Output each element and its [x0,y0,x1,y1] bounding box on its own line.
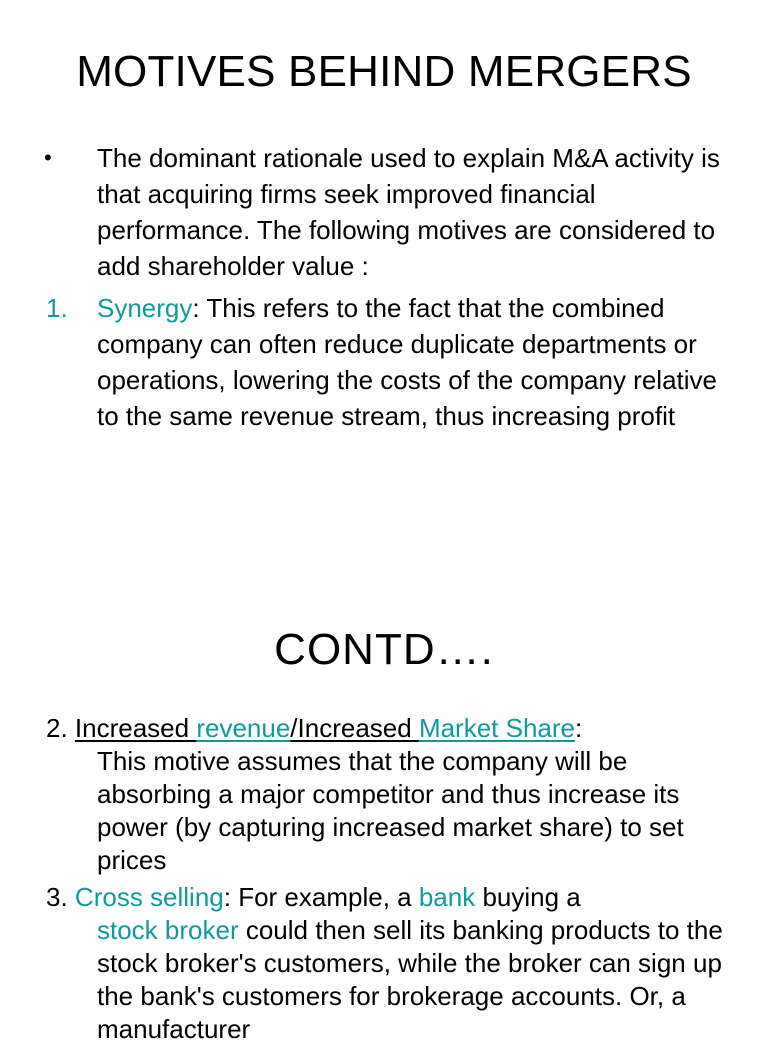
separator-slash: / [290,713,298,743]
list-item-synergy [97,290,737,434]
revenue-link[interactable]: revenue [196,713,291,743]
increased-label-a: Increased [74,713,197,743]
cross-selling-text-c: could then sell its banking products to the stock broker's customers, while the broker can sign up the bank's customers for brokerage accounts. Or, a manufacturer [97,915,723,1044]
list-item-cross-selling [46,881,746,1046]
intro-paragraph: The dominant rationale used to explain M&A activity is that acquiring firms seek improved financial performance. The following motives are considered to add shareholder value : [97,143,720,281]
bullet-marker: • [44,145,52,170]
slide-title-contd: CONTD…. [274,625,494,674]
increased-label-b: Increased [297,713,419,743]
list-number-2: 2. [46,713,68,743]
colon: : [575,713,583,743]
bank-link[interactable]: bank [418,882,476,912]
list-number-3: 3. [46,882,68,912]
cross-selling-text-a: : For example, a [223,882,419,912]
slide-2 [0,512,768,1044]
market-share-link[interactable]: Market Share [418,713,576,743]
increased-revenue-text: This motive assumes that the company will be absorbing a major competitor and thus increase its power (by capturing increased market share) to set prices [97,746,684,875]
synergy-link[interactable]: Synergy [97,293,193,323]
cross-selling-link[interactable]: Cross selling [74,882,224,912]
cross-selling-continued [46,914,746,1046]
stock-broker-link[interactable]: stock broker [97,915,239,945]
list-number-1: 1. [46,293,68,323]
synergy-text: : This refers to the fact that the combined company can often reduce duplicate departments or operations, lowering the costs of the company relative to the same revenue stream, thus increasing profit [97,293,718,431]
cross-selling-text-b: buying a [475,882,581,912]
slide-title: MOTIVES BEHIND MERGERS [76,47,692,96]
slide-1 [0,0,768,512]
list-item-increased-revenue [46,712,746,877]
